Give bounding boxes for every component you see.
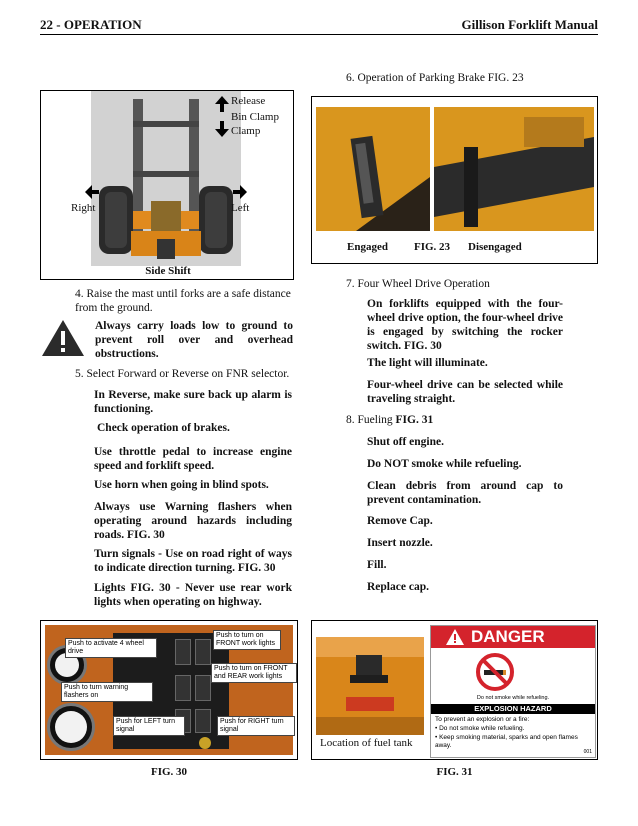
right-label: Right xyxy=(71,202,96,214)
callout-flashers: Push to turn warning flashers on xyxy=(61,682,153,702)
fig-31-box xyxy=(311,620,598,760)
fig-30-box xyxy=(40,620,298,760)
danger-triangle-icon xyxy=(445,628,465,651)
step-6-text: 6. Operation of Parking Brake FIG. 23 xyxy=(346,72,524,84)
reverse-alarm-item: In Reverse, make sure back up alarm is functioning. xyxy=(94,389,292,415)
clean-debris-item: Clean debris from around cap to prevent contamination. xyxy=(367,480,563,506)
no-smoking-icon xyxy=(475,652,515,697)
replace-cap-item: Replace cap. xyxy=(367,581,429,593)
callout-front-rear-lights: Push to turn on FRONT and REAR work lights xyxy=(211,663,297,683)
hazard-bullet-1: • Do not smoke while refueling. xyxy=(435,725,525,732)
no-smoke-item: Do NOT smoke while refueling. xyxy=(367,458,522,470)
fig-31-caption: FIG. 31 xyxy=(436,766,473,778)
clamp-label: Clamp xyxy=(231,125,261,137)
step-4-text: 4. Raise the mast until forks are a safe distance from the ground. xyxy=(75,288,291,314)
step-7-text: 7. Four Wheel Drive Operation xyxy=(346,278,490,290)
ignition-key-icon[interactable] xyxy=(199,737,211,749)
fig-30-caption: FIG. 30 xyxy=(150,766,188,778)
left-label: Left xyxy=(231,202,250,214)
step-8-label: 8. Fueling xyxy=(346,414,396,426)
hazard-intro: To prevent an explosion or a fire: xyxy=(435,716,530,723)
front-lights-switch[interactable] xyxy=(195,639,211,665)
engaged-label: Engaged xyxy=(347,241,388,253)
no-smoking-caption: Do not smoke while refueling. xyxy=(476,695,550,701)
fuel-tank-photo xyxy=(316,637,424,735)
danger-decal xyxy=(430,625,596,758)
callout-front-lights: Push to turn on FRONT work lights xyxy=(213,630,281,650)
gauge-bottom-icon xyxy=(47,703,95,751)
remove-cap-item: Remove Cap. xyxy=(367,515,433,527)
right-signal-switch[interactable] xyxy=(195,709,211,733)
step-8-fig-ref: FIG. 31 xyxy=(395,414,434,426)
engaged-photo xyxy=(316,107,430,231)
hazard-title-bar xyxy=(431,704,595,714)
warning-text: Always carry loads low to ground to prevent roll over and overhead obstructions. xyxy=(95,320,293,360)
fig-23-box xyxy=(311,96,598,264)
side-shift-caption: Side Shift xyxy=(145,265,191,277)
bin-clamp-label: Bin Clamp xyxy=(231,111,279,123)
hazard-bullet-1-text: Do not smoke while refueling. xyxy=(439,725,525,732)
lights-item: Lights FIG. 30 - Never use rear work lights when operating on highway. xyxy=(94,582,292,608)
callout-right-signal: Push for RIGHT turn signal xyxy=(217,716,295,736)
turn-signals-item: Turn signals - Use on road right of ways to indicate direction turning. FIG. 30 xyxy=(94,548,292,574)
danger-header xyxy=(431,626,595,648)
shut-off-item: Shut off engine. xyxy=(367,436,444,448)
warning-triangle-icon xyxy=(40,318,86,358)
hazard-title: EXPLOSION HAZARD xyxy=(474,704,552,713)
four-wheel-switch[interactable] xyxy=(175,639,191,665)
flasher-switch[interactable] xyxy=(175,675,191,701)
forklift-photo xyxy=(91,91,241,266)
gauge-bottom-face xyxy=(55,711,87,743)
flashers-item: Always use Warning flashers when operating around hazards including roads. FIG. 30 xyxy=(94,501,292,541)
insert-nozzle-item: Insert nozzle. xyxy=(367,537,433,549)
header-rule xyxy=(40,34,598,35)
rear-lights-switch[interactable] xyxy=(195,675,211,701)
hazard-bullet-2-text: Keep smoking material, sparks and open flames away. xyxy=(435,734,578,749)
disengaged-photo xyxy=(434,107,594,231)
release-label: Release xyxy=(231,95,266,107)
light-illuminate-item: The light will illuminate. xyxy=(367,357,488,369)
fuel-tank-caption: Location of fuel tank xyxy=(320,737,413,749)
brakes-item: Check operation of brakes. xyxy=(97,422,230,434)
callout-four-wheel: Push to activate 4 wheel drive xyxy=(65,638,157,658)
manual-title: Gillison Forklift Manual xyxy=(461,17,598,32)
fig-23-label: FIG. 23 xyxy=(414,241,451,253)
side-shift-figure xyxy=(40,90,294,280)
arrow-up-icon xyxy=(215,96,229,117)
page-section-header: 22 - OPERATION xyxy=(40,17,142,32)
step-5-text: 5. Select Forward or Reverse on FNR selector. xyxy=(75,368,290,380)
danger-title: DANGER xyxy=(471,627,545,646)
disengaged-label: Disengaged xyxy=(468,241,522,253)
throttle-item: Use throttle pedal to increase engine speed and forklift speed. xyxy=(94,446,292,472)
horn-item: Use horn when going in blind spots. xyxy=(94,479,269,491)
four-wheel-item: On forklifts equipped with the four-wheel drive option, the four-wheel drive is engaged by switching the rocker switch. FIG. 30 xyxy=(367,298,563,352)
hazard-bullet-2: • Keep smoking material, sparks and open flames away. xyxy=(435,734,578,749)
arrow-down-icon xyxy=(215,121,229,142)
callout-left-signal: Push for LEFT turn signal xyxy=(113,716,185,736)
four-wheel-straight-item: Four-wheel drive can be selected while traveling straight. xyxy=(367,379,563,405)
fill-item: Fill. xyxy=(367,559,387,571)
decal-number: 001 xyxy=(583,749,592,755)
step-8-text xyxy=(346,413,596,427)
